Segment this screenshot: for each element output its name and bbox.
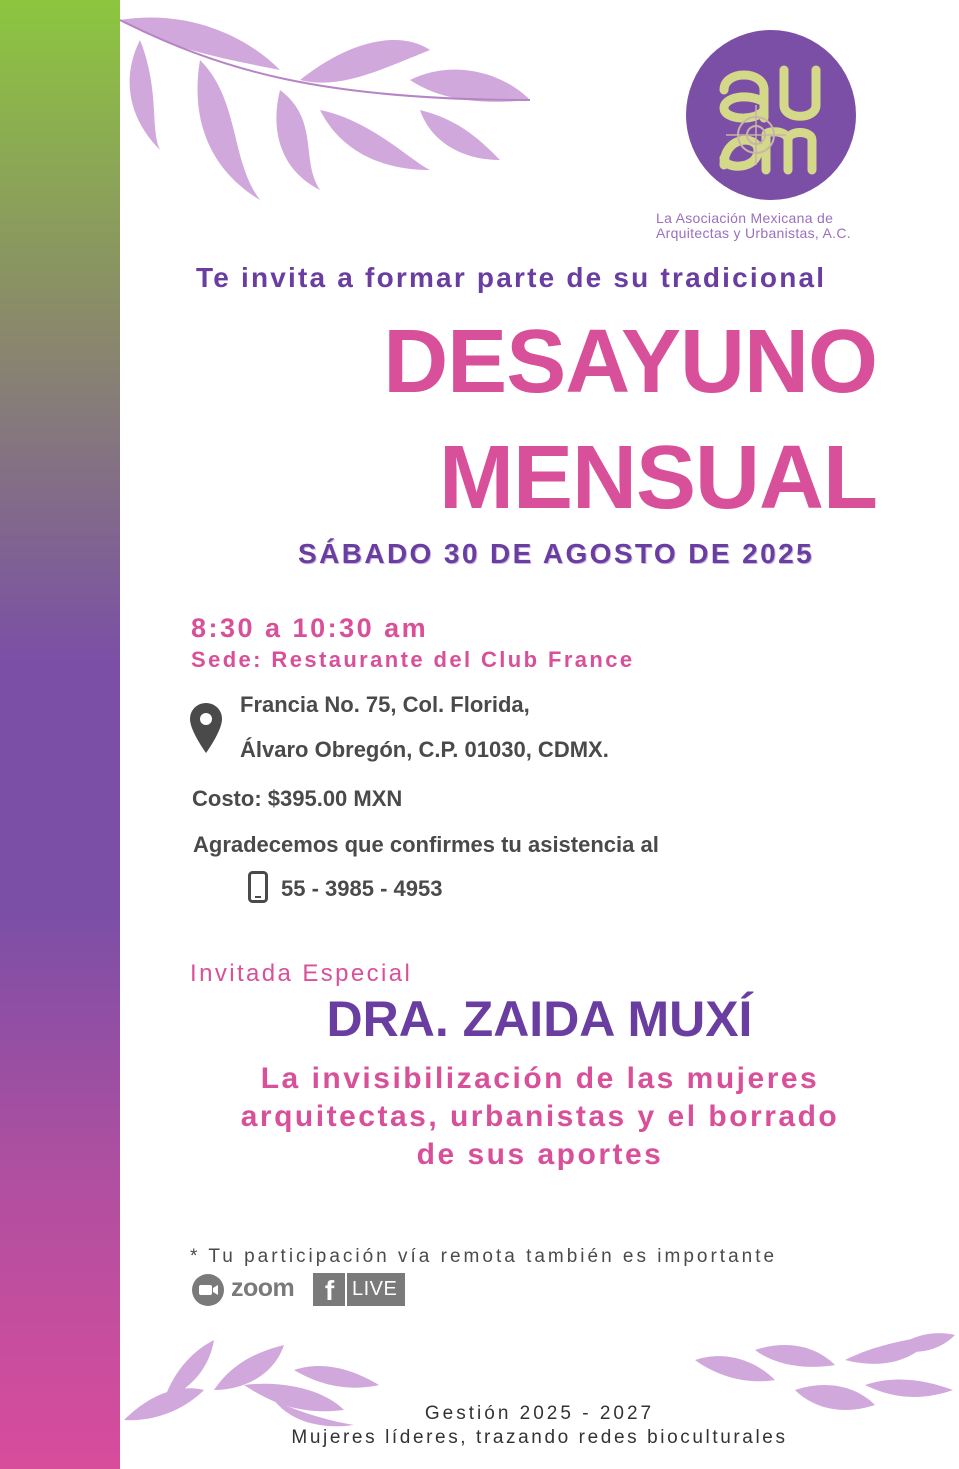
live-label: LIVE	[352, 1278, 398, 1300]
talk-title-line: de sus aportes	[416, 1138, 664, 1171]
event-title-line: DESAYUNO	[383, 312, 877, 412]
address-line: Álvaro Obregón, C.P. 01030, CDMX.	[240, 737, 609, 762]
footer-slogan: Mujeres líderes, trazando redes bioculturales	[291, 1427, 788, 1448]
phone-number: 55 - 3985 - 4953	[281, 876, 443, 901]
talk-title	[170, 1060, 910, 1174]
logo-mark-icon	[686, 30, 856, 200]
badge-divider	[345, 1273, 347, 1306]
zoom-label: zoom	[231, 1274, 295, 1302]
leaf-branch-icon	[120, 10, 540, 220]
talk-title-line: La invisibilización de las mujeres	[260, 1062, 820, 1095]
map-pin-icon	[190, 703, 222, 753]
zoom-icon	[192, 1274, 224, 1306]
event-cost: Costo: $395.00 MXN	[192, 786, 403, 811]
phone-icon	[248, 871, 268, 903]
invite-line: Te invita a formar parte de su tradicional	[196, 262, 827, 293]
event-date: SÁBADO 30 DE AGOSTO DE 2025	[298, 538, 815, 569]
footer-term: Gestión 2025 - 2027	[424, 1403, 655, 1424]
facebook-icon: f	[315, 1275, 344, 1304]
org-logo	[686, 30, 856, 200]
guest-label: Invitada Especial	[190, 960, 413, 987]
rsvp-text: Agradecemos que confirmes tu asistencia al	[193, 832, 659, 857]
guest-name: DRA. ZAIDA MUXÍ	[326, 991, 753, 1047]
org-name-line: Arquitectas y Urbanistas, A.C.	[656, 225, 851, 241]
event-venue: Sede: Restaurante del Club France	[191, 647, 635, 672]
side-gradient-bar	[0, 0, 120, 1469]
remote-note: * Tu participación vía remota también es importante	[190, 1246, 778, 1267]
event-time: 8:30 a 10:30 am	[191, 613, 429, 643]
talk-title-line: arquitectas, urbanistas y el borrado	[240, 1100, 840, 1133]
org-name	[656, 211, 916, 241]
address-line: Francia No. 75, Col. Florida,	[240, 692, 530, 717]
org-name-line: La Asociación Mexicana de	[656, 210, 834, 226]
event-title-line: MENSUAL	[439, 428, 877, 528]
